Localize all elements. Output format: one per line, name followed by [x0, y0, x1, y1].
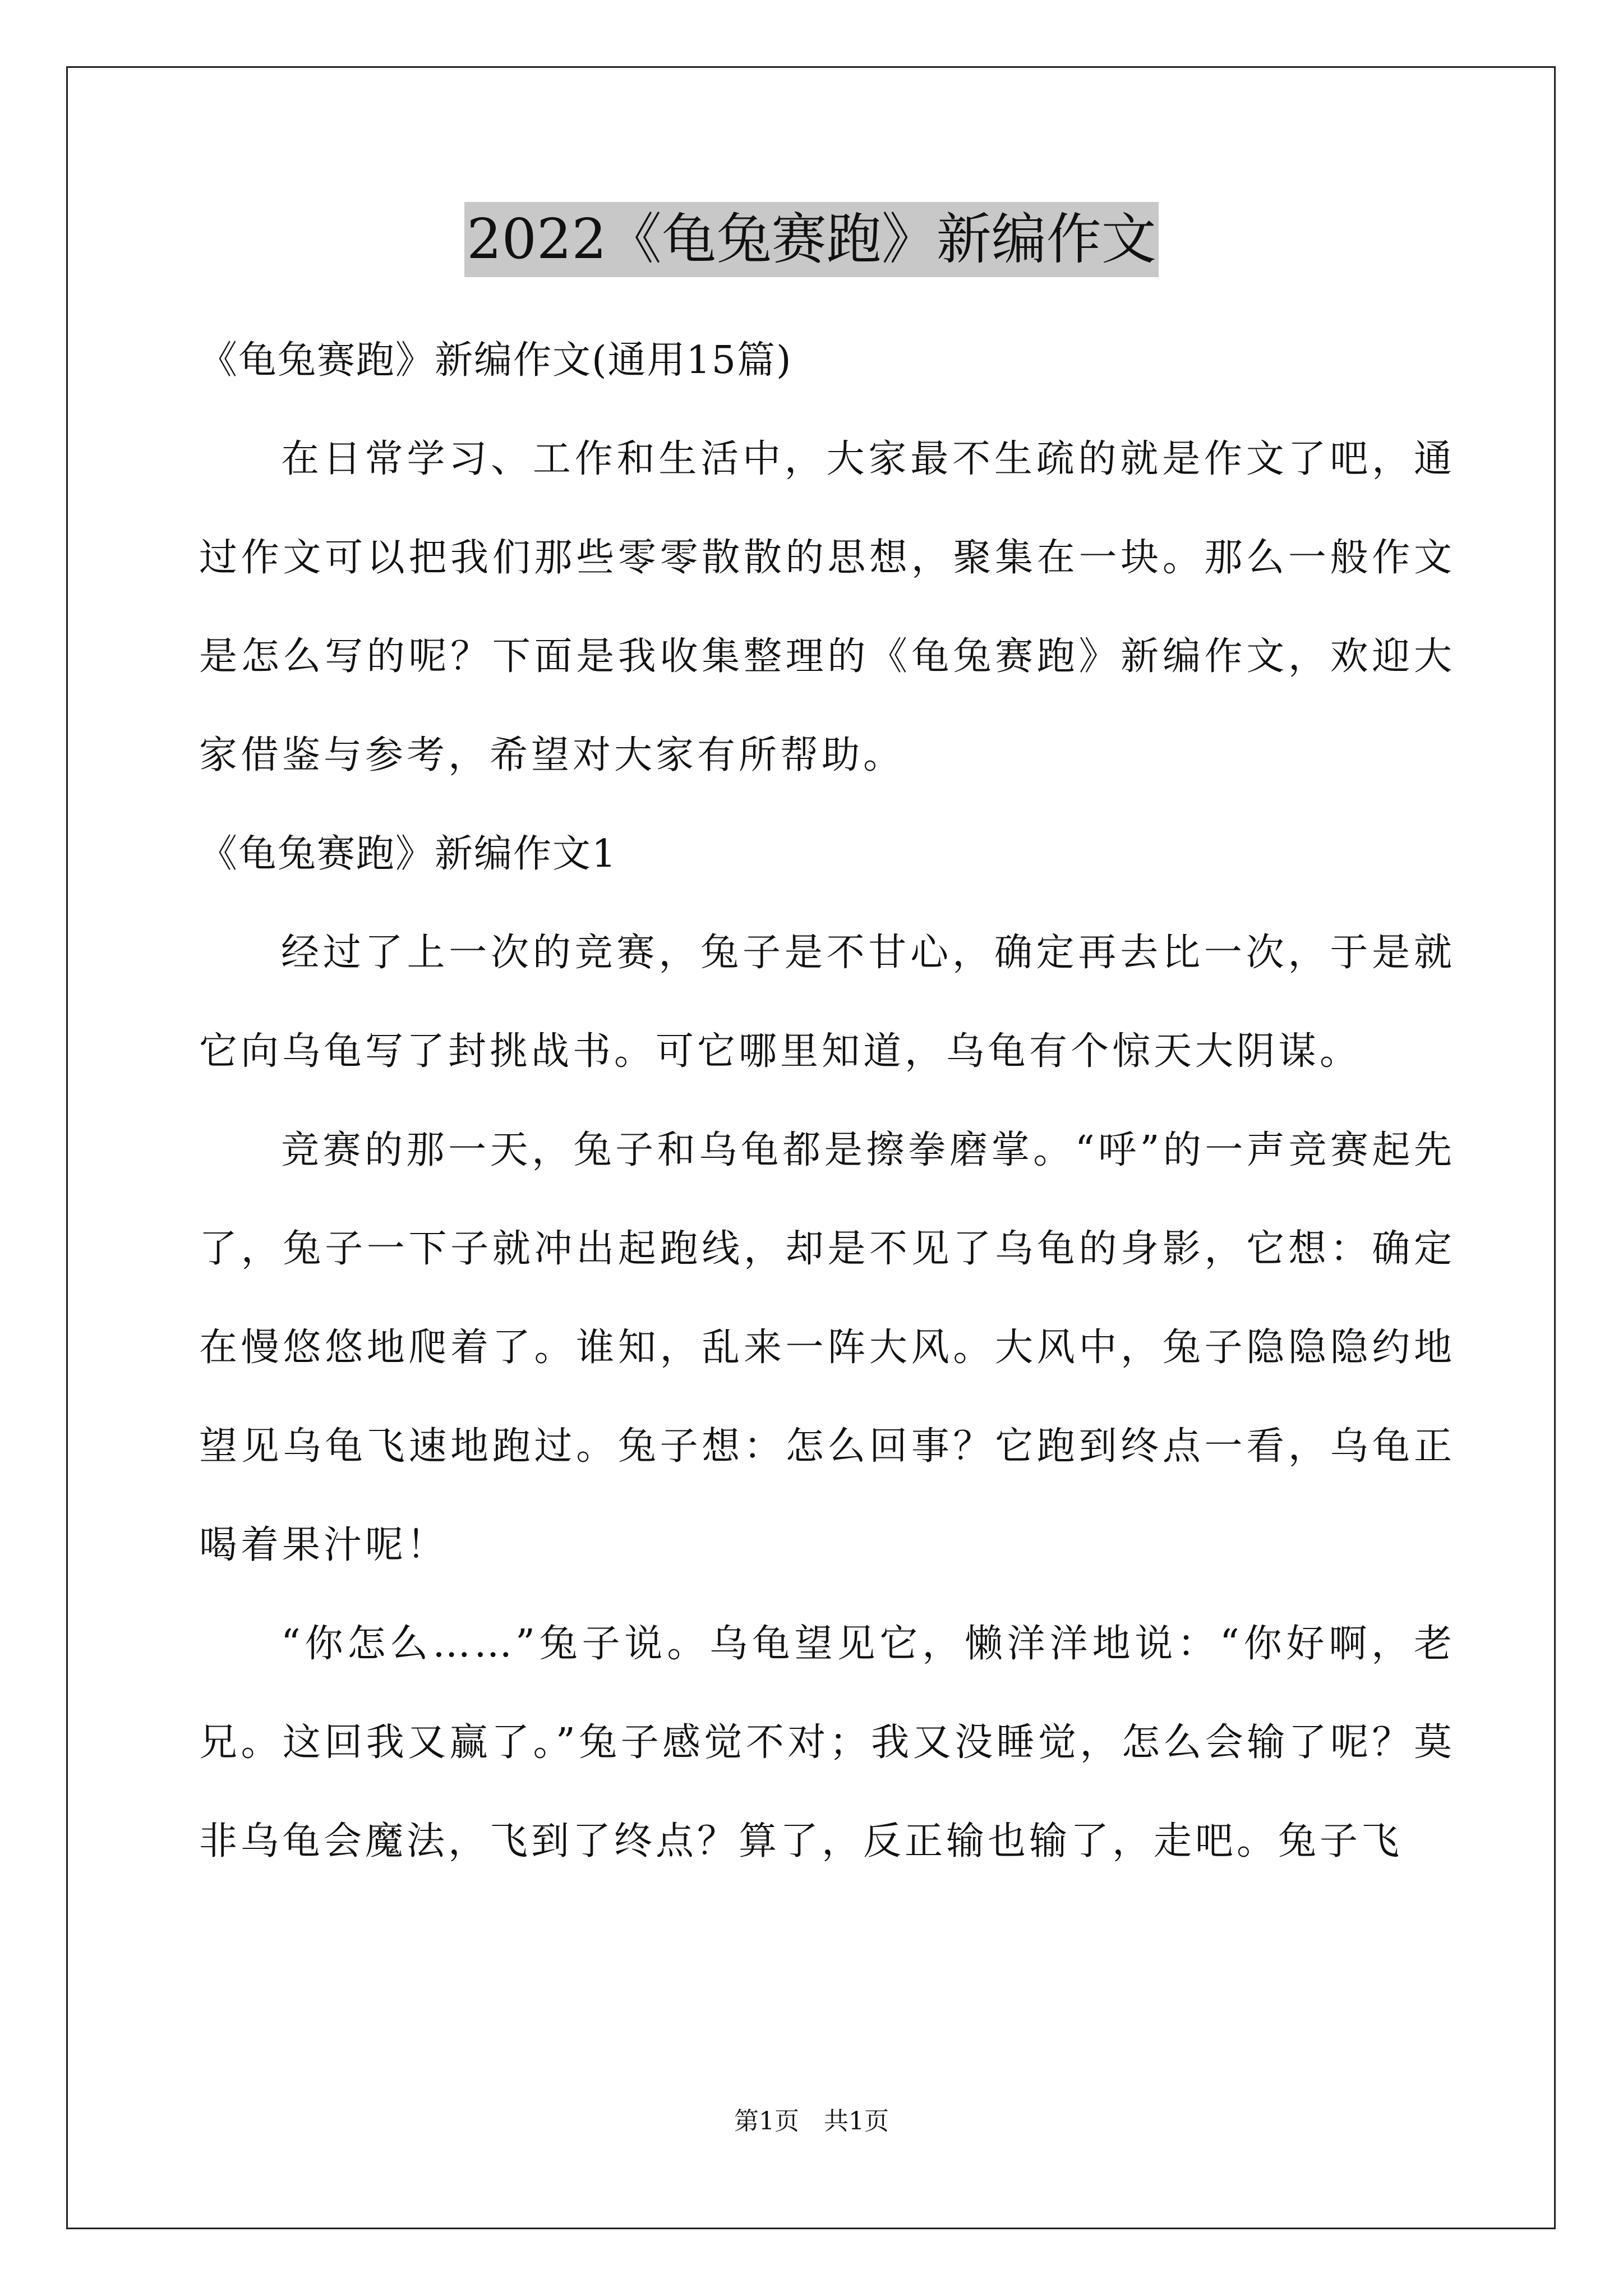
section-heading: 《龟兔赛跑》新编作文1: [199, 832, 617, 876]
body-paragraph: 经过了上一次的竞赛，兔子是不甘心，确定再去比一次，于是就它向乌龟写了封挑战书。可它哪里知道，乌龟有个惊天大阴谋。: [199, 931, 1455, 1074]
document-body: [199, 311, 1455, 1891]
document-title: 2022《龟兔赛跑》新编作文: [464, 202, 1158, 277]
body-paragraph: “你怎么……”兔子说。乌龟望见它，懒洋洋地说：“你好啊，老兄。这回我又赢了。”兔子感觉不对；我又没睡觉，怎么会输了呢？莫非乌龟会魔法，飞到了终点？算了，反正输也输了，走吧。兔子飞: [199, 1622, 1455, 1864]
title-container: [0, 202, 1623, 277]
body-paragraph: 竞赛的那一天，兔子和乌龟都是擦拳磨掌。“呼”的一声竞赛起先了，兔子一下子就冲出起跑线，却是不见了乌龟的身影，它想：确定在慢悠悠地爬着了。谁知，乱来一阵大风。大风中，兔子隐隐隐约地望见乌龟飞速地跑过。兔子想：怎么回事？它跑到终点一看，乌龟正喝着果汁呢！: [199, 1128, 1455, 1567]
document-subtitle: 《龟兔赛跑》新编作文(通用15篇): [199, 338, 792, 383]
intro-paragraph: 在日常学习、工作和生活中，大家最不生疏的就是作文了吧，通过作文可以把我们那些零零散散的思想，聚集在一块。那么一般作文是怎么写的呢？下面是我收集整理的《龟兔赛跑》新编作文，欢迎大家借鉴与参考，希望对大家有所帮助。: [199, 437, 1455, 777]
page-footer: [0, 2105, 1623, 2138]
page-number: 第1页 共1页: [734, 2107, 889, 2136]
